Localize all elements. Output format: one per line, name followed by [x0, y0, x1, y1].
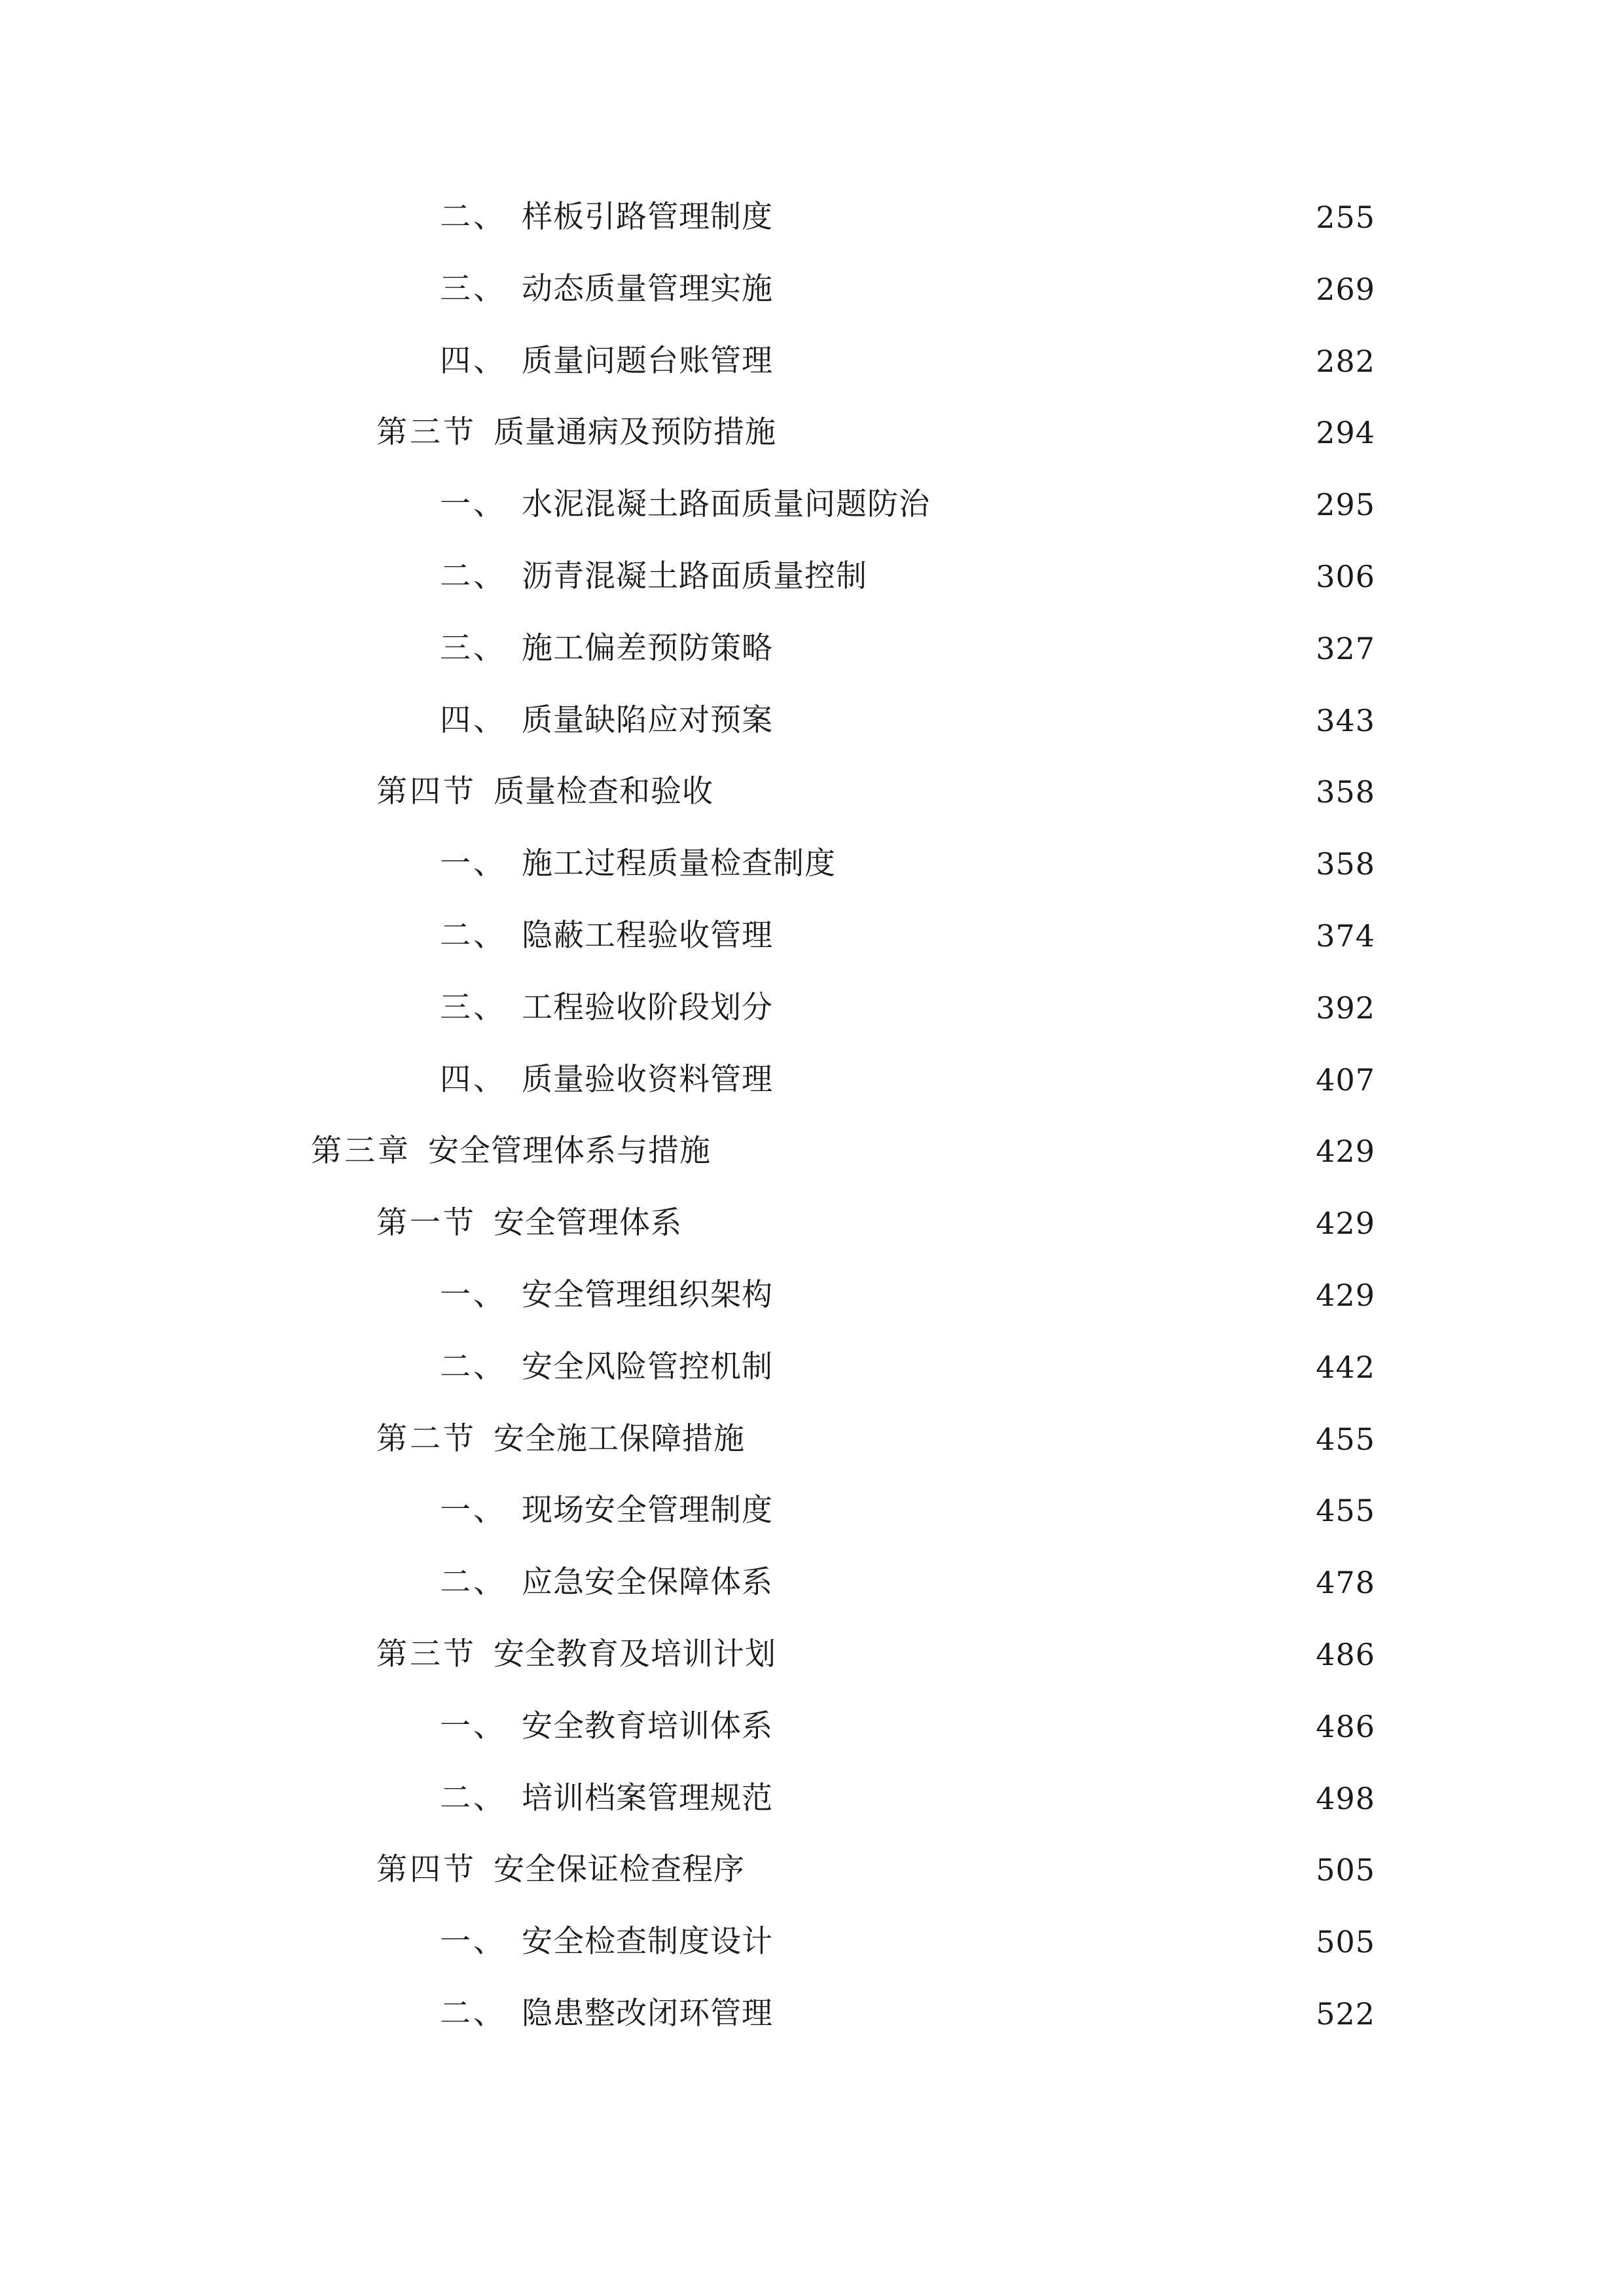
toc-entry-number: 第三节: [376, 1636, 477, 1672]
toc-entry-page-number: 358: [1316, 846, 1375, 882]
toc-entry-label: [440, 263, 773, 315]
dot-leader: [782, 1269, 1307, 1321]
toc-entry-label: [440, 694, 773, 747]
toc-entry-page-number: 358: [1316, 774, 1375, 810]
toc-entry-item[interactable]: [440, 1484, 1375, 1537]
dot-leader: [782, 910, 1307, 962]
dot-leader: [939, 478, 1307, 531]
toc-entry-item[interactable]: [440, 910, 1375, 962]
toc-entry-item[interactable]: [440, 1700, 1375, 1753]
toc-entry-page-number: 522: [1316, 1996, 1375, 2032]
dot-leader: [754, 1413, 1307, 1465]
toc-entry-title: 质量通病及预防措施: [494, 414, 776, 451]
toc-entry-title: 安全施工保障措施: [494, 1420, 745, 1457]
toc-entry-label: [376, 1197, 682, 1249]
toc-entry-label: [440, 982, 773, 1034]
toc-entry-page-number: 429: [1316, 1278, 1375, 1313]
toc-entry-number: 四、: [440, 342, 507, 379]
toc-entry-label: [440, 1484, 773, 1537]
toc-entry-label: [376, 406, 776, 459]
toc-entry-page-number: 392: [1316, 990, 1375, 1026]
toc-entry-label: [440, 1054, 773, 1106]
toc-entry-title: 隐蔽工程验收管理: [522, 918, 773, 954]
toc-entry-label: [311, 1125, 711, 1177]
dot-leader: [754, 1844, 1307, 1896]
toc-entry-number: 二、: [440, 558, 507, 594]
toc-entry-label: [376, 1628, 776, 1681]
dot-leader: [782, 982, 1307, 1034]
toc-entry-label: [440, 335, 773, 387]
toc-entry-number: 二、: [440, 1348, 507, 1385]
dot-leader: [782, 335, 1307, 387]
toc-entry-title: 动态质量管理实施: [522, 270, 773, 307]
toc-entry-number: 第四节: [376, 1852, 477, 1888]
toc-entry-title: 安全教育及培训计划: [494, 1636, 776, 1672]
toc-entry-page-number: 294: [1316, 415, 1375, 451]
toc-entry-item[interactable]: [440, 191, 1375, 243]
toc-entry-number: 一、: [440, 1492, 507, 1529]
toc-entry-page-number: 429: [1316, 1206, 1375, 1242]
dot-leader: [691, 1197, 1307, 1249]
toc-entry-number: 一、: [440, 1277, 507, 1313]
toc-entry-number: 第三节: [376, 414, 477, 451]
toc-entry-title: 施工偏差预防策略: [522, 630, 773, 666]
toc-entry-number: 三、: [440, 270, 507, 307]
dot-leader: [876, 550, 1307, 603]
toc-entry-section[interactable]: [376, 1413, 1375, 1465]
toc-entry-label: [376, 766, 713, 818]
toc-entry-item[interactable]: [440, 1054, 1375, 1106]
dot-leader: [785, 406, 1307, 459]
toc-entry-item[interactable]: [440, 1269, 1375, 1321]
toc-entry-page-number: 282: [1316, 343, 1375, 379]
toc-entry-label: [440, 478, 930, 531]
toc-entry-title: 安全管理组织架构: [522, 1277, 773, 1313]
toc-entry-label: [376, 1844, 745, 1896]
toc-entry-page-number: 374: [1316, 918, 1375, 954]
toc-entry-number: 三、: [440, 630, 507, 666]
toc-entry-number: 一、: [440, 846, 507, 882]
toc-entry-page-number: 255: [1316, 200, 1375, 235]
dot-leader: [782, 1054, 1307, 1106]
toc-entry-page-number: 306: [1316, 559, 1375, 594]
toc-entry-title: 质量问题台账管理: [522, 342, 773, 379]
toc-entry-number: 第二节: [376, 1420, 477, 1457]
toc-entry-number: 第三章: [311, 1133, 411, 1170]
toc-entry-item[interactable]: [440, 335, 1375, 387]
dot-leader: [782, 1484, 1307, 1537]
toc-entry-number: 四、: [440, 702, 507, 738]
toc-entry-title: 安全教育培训体系: [522, 1708, 773, 1744]
toc-entry-title: 质量验收资料管理: [522, 1061, 773, 1098]
toc-entry-page-number: 455: [1316, 1493, 1375, 1529]
toc-entry-title: 施工过程质量检查制度: [522, 846, 836, 882]
toc-entry-title: 水泥混凝土路面质量问题防治: [522, 486, 930, 523]
dot-leader: [782, 1772, 1307, 1825]
toc-entry-page-number: 407: [1316, 1062, 1375, 1098]
toc-entry-number: 第四节: [376, 774, 477, 810]
toc-entry-number: 二、: [440, 1564, 507, 1601]
toc-entry-title: 应急安全保障体系: [522, 1564, 773, 1601]
toc-entry-label: [440, 910, 773, 962]
toc-entry-title: 样板引路管理制度: [522, 199, 773, 235]
toc-entry-title: 安全管理体系: [494, 1205, 682, 1242]
dot-leader: [782, 1556, 1307, 1609]
toc-entry-page-number: 455: [1316, 1421, 1375, 1457]
toc-entry-item[interactable]: [440, 1341, 1375, 1393]
toc-entry-page-number: 486: [1316, 1637, 1375, 1672]
toc-entry-page-number: 486: [1316, 1708, 1375, 1744]
toc-entry-title: 培训档案管理规范: [522, 1780, 773, 1816]
toc-entry-item[interactable]: [440, 694, 1375, 747]
toc-entry-title: 安全风险管控机制: [522, 1348, 773, 1385]
toc-entry-page-number: 505: [1316, 1924, 1375, 1960]
toc-entry-item[interactable]: [440, 1556, 1375, 1609]
toc-entry-item[interactable]: [440, 263, 1375, 315]
dot-leader: [782, 1916, 1307, 1968]
toc-entry-page-number: 343: [1316, 702, 1375, 738]
toc-entry-label: [440, 1341, 773, 1393]
toc-entry-title: 质量缺陷应对预案: [522, 702, 773, 738]
toc-entry-page-number: 505: [1316, 1852, 1375, 1888]
toc-entry-section[interactable]: [376, 1628, 1375, 1681]
dot-leader: [785, 1628, 1307, 1681]
toc-entry-page-number: 269: [1316, 271, 1375, 307]
toc-entry-section[interactable]: [376, 766, 1375, 818]
toc-entry-number: 第一节: [376, 1205, 477, 1242]
toc-entry-number: 二、: [440, 1780, 507, 1816]
toc-entry-page-number: 498: [1316, 1780, 1375, 1816]
toc-entry-section[interactable]: [376, 406, 1375, 459]
dot-leader: [782, 622, 1307, 675]
toc-entry-title: 隐患整改闭环管理: [522, 1996, 773, 2032]
toc-entry-number: 三、: [440, 989, 507, 1026]
toc-entry-item[interactable]: [440, 1772, 1375, 1825]
toc-entry-label: [440, 1988, 773, 2040]
toc-entry-title: 安全保证检查程序: [494, 1852, 745, 1888]
dot-leader: [720, 1125, 1307, 1177]
toc-entry-section[interactable]: [376, 1197, 1375, 1249]
toc-entry-label: [440, 550, 867, 603]
toc-entry-item[interactable]: [440, 982, 1375, 1034]
toc-entry-number: 二、: [440, 918, 507, 954]
toc-entry-section[interactable]: [376, 1844, 1375, 1896]
toc-entry-page-number: 429: [1316, 1134, 1375, 1170]
toc-entry-number: 二、: [440, 1996, 507, 2032]
toc-entry-label: [440, 1916, 773, 1968]
toc-entry-title: 沥青混凝土路面质量控制: [522, 558, 867, 594]
toc-entry-title: 质量检查和验收: [494, 774, 713, 810]
toc-entry-number: 四、: [440, 1061, 507, 1098]
toc-entry-label: [440, 1772, 773, 1825]
toc-entry-item[interactable]: [440, 1988, 1375, 2040]
dot-leader: [782, 191, 1307, 243]
dot-leader: [845, 838, 1307, 890]
toc-entry-page-number: 442: [1316, 1349, 1375, 1385]
toc-entry-title: 安全管理体系与措施: [428, 1133, 711, 1170]
toc-entry-item[interactable]: [440, 622, 1375, 675]
dot-leader: [782, 1988, 1307, 2040]
toc-entry-item[interactable]: [440, 1916, 1375, 1968]
dot-leader: [782, 1341, 1307, 1393]
dot-leader: [782, 694, 1307, 747]
dot-leader: [782, 263, 1307, 315]
dot-leader: [782, 1700, 1307, 1753]
toc-entry-page-number: 327: [1316, 630, 1375, 666]
toc-entry-label: [440, 1269, 773, 1321]
toc-entry-chapter[interactable]: [311, 1125, 1375, 1177]
toc-entry-page-number: 295: [1316, 487, 1375, 523]
toc-entry-page-number: 478: [1316, 1565, 1375, 1601]
dot-leader: [723, 766, 1307, 818]
toc-entry-title: 工程验收阶段划分: [522, 989, 773, 1026]
toc-entry-number: 一、: [440, 1708, 507, 1744]
toc-entry-label: [376, 1413, 745, 1465]
toc-entry-item[interactable]: [440, 550, 1375, 603]
toc-entry-label: [440, 1556, 773, 1609]
toc-entry-label: [440, 622, 773, 675]
toc-entry-item[interactable]: [440, 838, 1375, 890]
toc-entry-number: 一、: [440, 1924, 507, 1960]
toc-entry-number: 一、: [440, 486, 507, 523]
toc-entry-label: [440, 838, 836, 890]
toc-entry-item[interactable]: [440, 478, 1375, 531]
toc-entry-number: 二、: [440, 199, 507, 235]
toc-entry-label: [440, 1700, 773, 1753]
toc-entry-title: 安全检查制度设计: [522, 1924, 773, 1960]
toc-entry-label: [440, 191, 773, 243]
toc-entry-title: 现场安全管理制度: [522, 1492, 773, 1529]
